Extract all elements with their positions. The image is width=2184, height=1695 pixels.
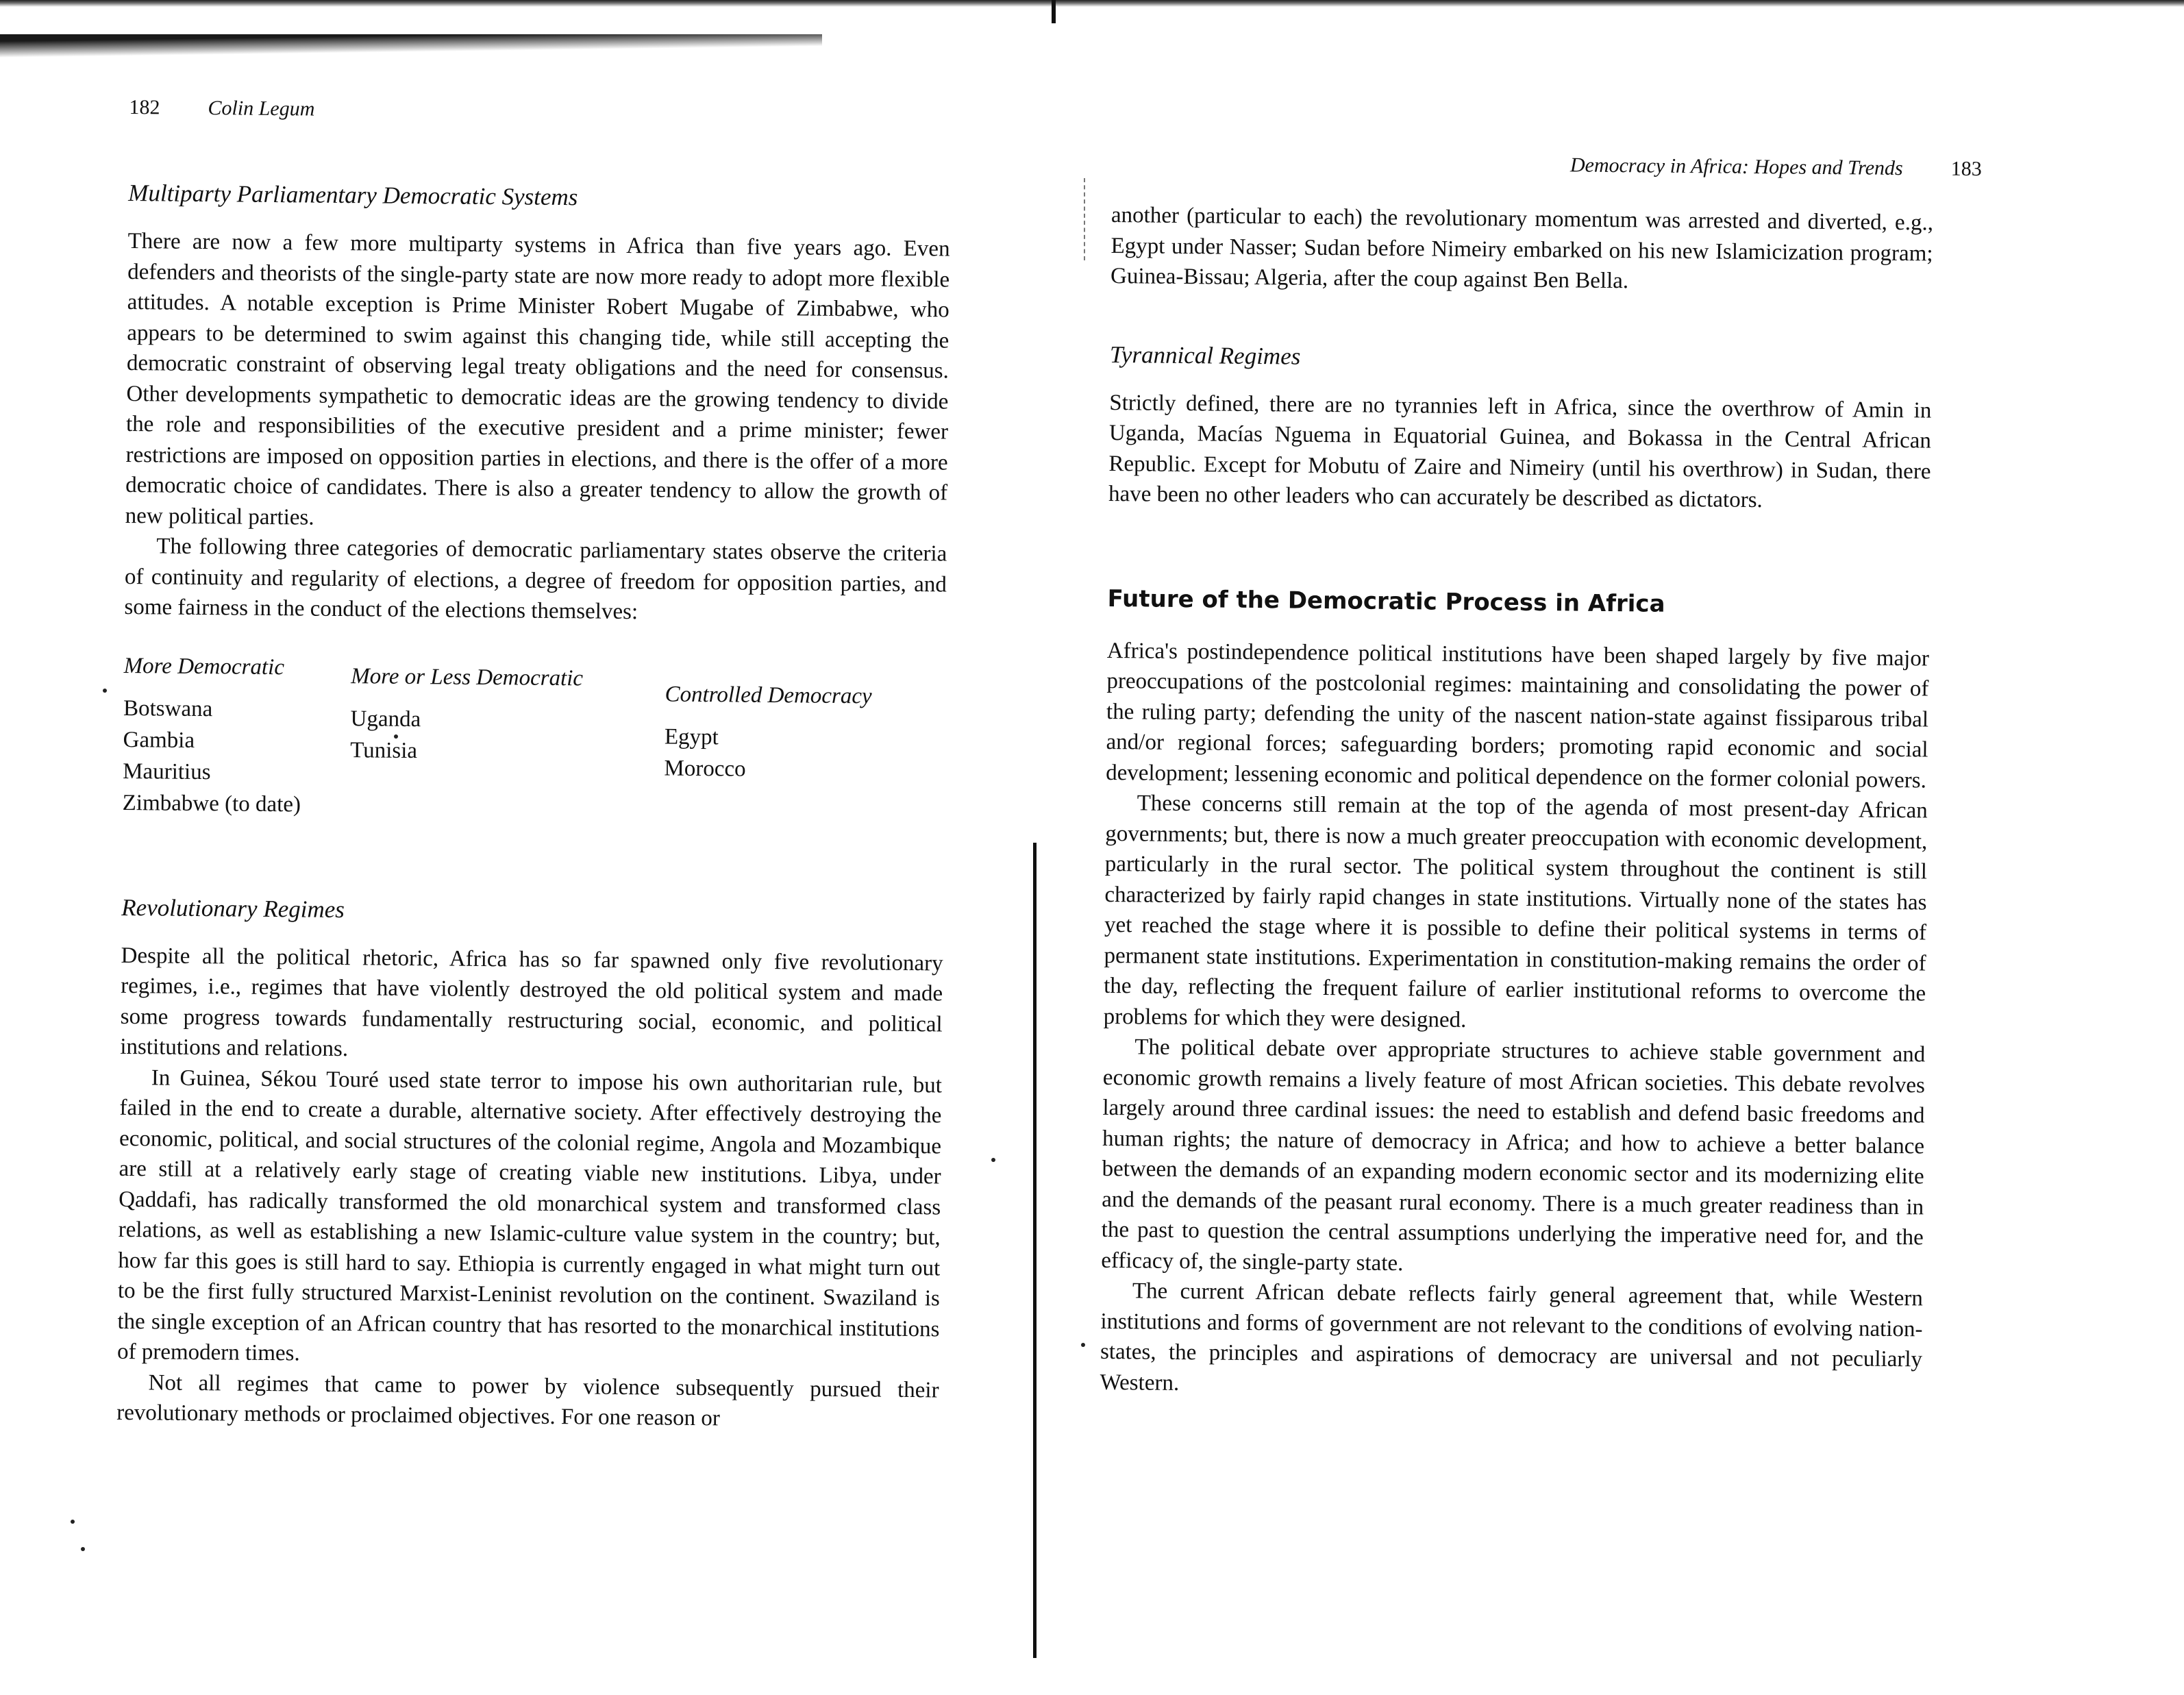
- page-number-right: 183: [1950, 157, 1982, 181]
- paragraph-revolutionary-1: Despite all the political rhetoric, Africa has so far spawned only five revolutionary regimes, i.e., regimes that have violently destroyed the old political system and made some progress towards fundamentally restructuring social, economic, and political institutions and relations.: [120, 943, 943, 1062]
- book-gutter-line: [1033, 843, 1037, 1658]
- scan-binding-mark: [1052, 0, 1056, 23]
- democracy-categories: [123, 649, 946, 826]
- paragraph-continuation: another (particular to each) the revolutionary momentum was arrested and diverted, e.g., Egypt under Nasser; Sudan before Nimeiry embarked on his new Islamicization program; Guinea-Bissau; Algeria, after the coup against Ben Bella.: [1110, 202, 1934, 294]
- left-page: [114, 0, 1000, 1695]
- country-item: Gambia: [123, 727, 195, 753]
- right-text-flow: [1100, 200, 1933, 1405]
- heading-tyrannical: Tyrannical Regimes: [1109, 341, 1301, 370]
- left-text-flow: [116, 180, 950, 1436]
- paragraph-revolutionary-2: In Guinea, Sékou Touré used state terror to impose his own authoritarian rule, but failed in the end to create a durable, alternative society. After effectively destroying the economic, political, and social structures of the colonial regime, Angola and Mozambique are still at a relatively early stage of creating viable new institutions. Libya, under Qaddafi, has radically transformed the old monarchical system and transformed class relations, as well as establishing a new Islamic-culture value system in the country; but, how far this goes is still hard to say. Ethiopia is currently engaged in what might turn out to be the first fully structured Marxist-Leninist revolution on the continent. Swaziland is the single exception of an African country that has resorted to the monarchical institutions of premodern times.: [116, 1065, 943, 1366]
- heading-future: Future of the Democratic Process in Africa: [1107, 584, 1665, 618]
- category-heading: Controlled Democracy: [665, 682, 872, 708]
- category-heading: More Democratic: [123, 653, 285, 680]
- country-item: Uganda: [350, 706, 421, 732]
- country-item: Tunisia: [350, 737, 418, 763]
- page-number-left: 182: [129, 95, 160, 119]
- heading-multiparty: Multiparty Parliamentary Democratic Systems: [128, 179, 578, 211]
- paragraph-multiparty-2: The following three categories of democratic parliamentary states observe the criteria of continuity and regularity of elections, a degree of freedom for opposition parties, and some fairness in the conduct of the elections themselves:: [124, 534, 947, 625]
- running-head-left: [129, 96, 314, 121]
- running-head-author: Colin Legum: [208, 97, 315, 121]
- category-controlled-democracy: [664, 655, 946, 826]
- category-more-democratic: [123, 649, 351, 820]
- right-page: [1097, 0, 1983, 1695]
- paragraph-revolutionary-3: Not all regimes that came to power by violence subsequently pursued their revolutionary methods or proclaimed objectives. For one reason or: [116, 1370, 939, 1431]
- paragraph-future-4: The current African debate reflects fairly general agreement that, while Western institutions and forms of government are not relevant to the conditions of evolving nation-states, the principles and aspirations of democracy are universal and not peculiarly Western.: [1100, 1278, 1924, 1396]
- country-item: Botswana: [123, 695, 213, 721]
- country-item: Mauritius: [123, 758, 211, 784]
- paragraph-future-2: These concerns still remain at the top of the agenda of most present-day African governments; but, there is now a much greater preoccupation with economic development, particularly in the rural sector. The political system throughout the continent is still characterized by fairly rapid changes in state institutions. Virtually none of the states has yet reached the stage where it is possible to define their political systems in terms of permanent state institutions. Experimentation in constitution-making remains the order of the day, reflecting the frequent failure of earlier institutional reforms to overcome the problems for which they were designed.: [1103, 791, 1928, 1032]
- category-heading: More or Less Democratic: [351, 663, 584, 691]
- country-item: Zimbabwe (to date): [122, 790, 301, 817]
- paragraph-multiparty-1: There are now a few more multiparty systems in Africa than five years ago. Even defenders and theorists of the single-party state are now more ready to adopt more flexible attitudes. A notable exception is Prime Minister Robert Mugabe of Zimbabwe, who appears to be determined to swim against this changing tide, while still accepting the democratic constraint of observing legal treaty obligations and the need for consensus. Other developments sympathetic to democratic ideas are the growing tendency to divide the role and responsibilities of the executive president and a prime minister; fewer restrictions are imposed on opposition parties in elections, and there is the offer of a more democratic choice of candidates. There is also a greater tendency to allow the growth of new political parties.: [125, 228, 950, 530]
- category-more-or-less-democratic: [349, 652, 665, 824]
- running-head-title: Democracy in Africa: Hopes and Trends: [1569, 153, 1903, 180]
- paragraph-tyrannical: Strictly defined, there are no tyrannies left in Africa, since the overthrow of Amin in Uganda, Macías Nguema in Equatorial Guinea, and Bokassa in the Central African Republic. Except for Mobutu of Zaire and Nimeiry (until his overthrow) in Sudan, there have been no other leaders who can accurately be described as dictators.: [1108, 390, 1932, 513]
- heading-revolutionary: Revolutionary Regimes: [121, 893, 345, 923]
- paragraph-future-1: Africa's postindependence political institutions have been shaped largely by five major preoccupations of the postcolonial regimes: maintaining and consolidating the power of the ruling party; defending the unity of the nascent nation-state against fissiparous tribal and/or regional forces; safeguarding borders; promoting rapid economic and social development; lessening economic and political dependence on the former colonial powers.: [1106, 638, 1930, 793]
- paragraph-future-3: The political debate over appropriate structures to achieve stable government and economic growth remains a lively feature of most African societies. This debate revolves largely around three cardinal issues: the need to establish and defend basic freedoms and human rights; the nature of democracy in Africa; and how to achieve a better balance between the demands of an expanding modern economic sector and its modernizing elite and the demands of the peasant rural economy. There is a much greater readiness than in the past to question the central assumptions underlying the imperative need for, and the efficacy of, the single-party state.: [1101, 1035, 1926, 1276]
- book-gutter-dash: [1084, 178, 1087, 260]
- country-item: Morocco: [664, 756, 746, 782]
- country-item: Egypt: [664, 724, 719, 750]
- running-head-right: [1112, 149, 1982, 181]
